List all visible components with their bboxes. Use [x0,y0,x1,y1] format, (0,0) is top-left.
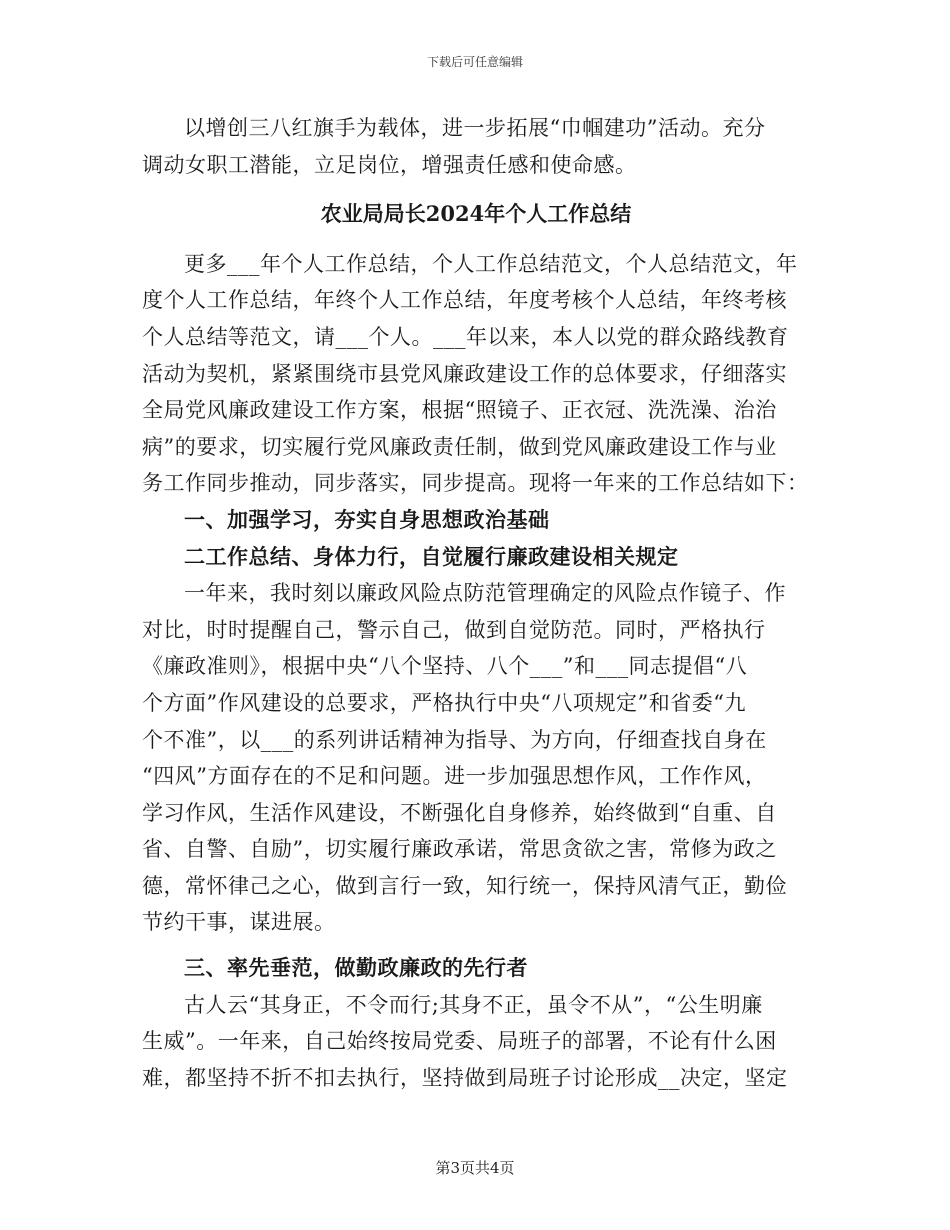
text-line: 个不准”，以___的系列讲话精神为指导、为方向，仔细查找自身在 [142,727,767,752]
paragraph-3 [142,987,810,1097]
text-line: 难，都坚持不折不扣去执行，坚持做到局班子讨论形成__决定，坚定 [142,1065,788,1090]
text-line: 个方面”作风建设的总要求，严格执行中央“八项规定”和省委“九 [142,690,746,715]
text-line: 全局党风廉政建设工作方案，根据“照镜子、正衣冠、洗洗澡、治治 [142,398,777,423]
text-line: 更多___年个人工作总结，个人工作总结范文，个人总结范文，年 [184,251,798,276]
document-body [142,110,810,1096]
text-line: “四风”方面存在的不足和问题。进一步加强思想作风，工作作风， [142,764,767,789]
intro-paragraph [142,110,810,183]
page-footer: 第3页共4页 [435,1159,515,1177]
section-heading-2: 二工作总结、身体力行，自觉履行廉政建设相关规定 [184,543,679,569]
page-header: 下载后可任意编辑 [426,55,523,69]
text-line: 一年来，我时刻以廉政风险点防范管理确定的风险点作镜子、作 [184,581,786,606]
text-line: 对比，时时提醒自己，警示自己，做到自觉防范。同时，严格执行 [142,617,766,642]
paragraph-1 [142,246,810,502]
text-line: 病”的要求，切实履行党风廉政责任制，做到党风廉政建设工作与业 [142,434,777,459]
section-heading-1: 一、加强学习，夯实自身思想政治基础 [184,506,550,532]
document-title: 农业局局长2024年个人工作总结 [320,201,632,227]
text-line: 德，常怀律己之心，做到言行一致，知行统一，保持风清气正，勤俭 [142,873,787,898]
text-line: 调动女职工潜能，立足岗位，增强责任感和使命感。 [142,152,637,177]
text-line: 生威”。一年来，自己始终按局党委、局班子的部署，不论有什么困 [142,1029,777,1054]
text-line: 省、自警、自励”，切实履行廉政承诺，常思贪欲之害，常修为政之 [142,837,777,862]
section-heading-3: 三、率先垂范，做勤政廉政的先行者 [184,955,528,981]
text-line: 古人云“其身正，不令而行;其身不正，虽令不从”，“公生明廉 [184,992,763,1017]
text-line: 以增创三八红旗手为载体，进一步拓展“巾帼建功”活动。充分 [184,116,766,140]
text-line: 活动为契机，紧紧围绕市县党风廉政建设工作的总体要求，仔细落实 [142,361,787,386]
text-line: 学习作风，生活作风建设，不断强化自身修养，始终做到“自重、自 [142,800,777,825]
paragraph-2 [142,575,810,941]
text-line: 节约干事，谋进展。 [142,910,336,935]
text-line: 《廉政准则》，根据中央“八个坚持、八个___”和___同志提倡“八 [142,654,748,679]
text-line: 务工作同步推动，同步落实，同步提高。现将一年来的工作总结如下： [142,471,809,496]
text-line: 个人总结等范文，请___个人。___年以来，本人以党的群众路线教育 [142,324,789,349]
text-line: 度个人工作总结，年终个人工作总结，年度考核个人总结，年终考核 [142,288,787,313]
